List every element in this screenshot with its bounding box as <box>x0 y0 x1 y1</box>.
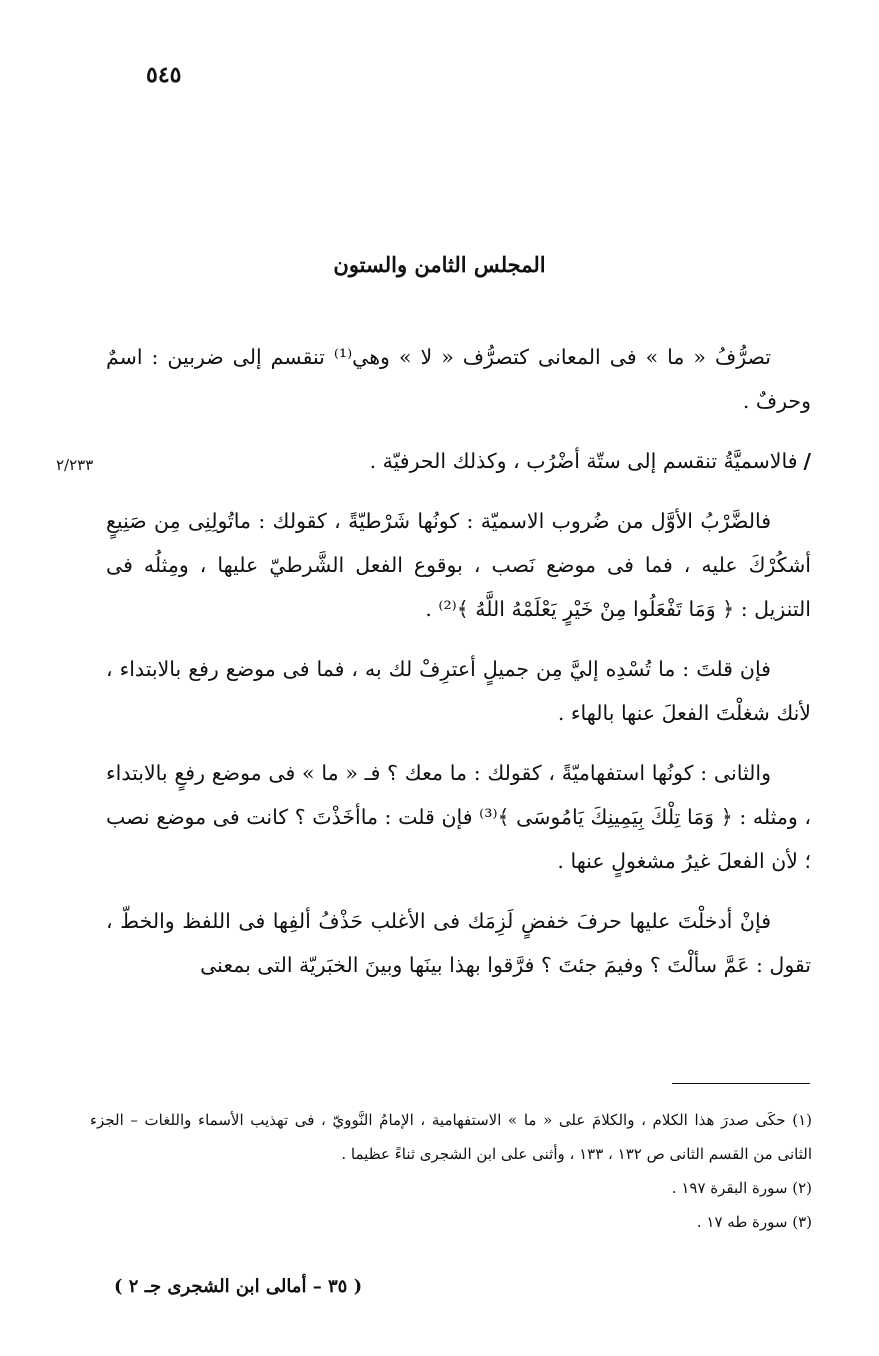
paragraph: فالضَّرْبُ الأوَّل من ضُروب الاسميّة : كونُها شَرْطيّةً ، كقولك : ماتُولِنِى مِن صَنِيعٍ أشكُرْكَ عليه ، فما فى موضع نَصب ، بوقوع الفعل الشَّرطيّ عليها ، ومِثلُه فى التنزيل : ﴿ وَمَا تَفْعَلُوا مِنْ خَيْرٍ يَعْلَمْهُ اللَّهُ ﴾⁽²⁾ . <box>106 509 811 621</box>
footnote: (٢) سورة البقرة ١٩٧ . <box>671 1179 812 1197</box>
paragraph: فإن قلتَ : ما تُسْدِه إليَّ مِن جميلٍ أعترِفْ لك به ، فما فى موضع رفع بالابتداء ، لأنك شغلْتَ الفعلَ عنها بالهاء . <box>106 657 811 725</box>
footnote: (١) حكَى صدرَ هذا الكلام ، والكلامَ على « ما » الاستفهامية ، الإمامُ النَّوويّ ، فى تهذيب الأسماء واللغات – الجزء الثانى من القسم الثانى ص ١٣٢ ، ١٣٣ ، وأثنى على ابن الشجرى ثناءً عظيما . <box>90 1111 812 1163</box>
footnote-divider <box>672 1083 810 1084</box>
paragraph-text: فالاسميَّةُ تنقسم إلى ستّة أضْرُب ، وكذلك الحرفيّة . <box>369 449 798 473</box>
footnote: (٣) سورة طه ١٧ . <box>696 1213 812 1231</box>
page-number: ٥٤٥ <box>146 62 182 88</box>
body-text <box>106 335 811 1003</box>
paragraph: تصرُّفُ « ما » فى المعانى كتصرُّف « لا » وهي⁽¹⁾ تنقسم إلى ضربين : اسمٌ وحرفٌ . <box>106 345 811 413</box>
paragraph <box>106 439 811 483</box>
running-footer: ( ٣٥ – أمالى ابن الشجرى جـ ٢ ) <box>114 1276 363 1297</box>
footnotes <box>90 1103 812 1239</box>
margin-page-reference: ٢/٢٣٣ <box>56 456 94 474</box>
page-break-marker: / <box>803 449 811 473</box>
paragraph: فإنْ أدخلْتَ عليها حرفَ خفضٍ لَزِمَك فى الأغلب حَذْفُ ألفِها فى اللفظ والخطّ ، تقول : عَمَّ سألْتَ ؟ وفيمَ جئتَ ؟ فرَّقوا بهذا بينَها وبينَ الخبَريّة التى بمعنى <box>106 909 811 977</box>
paragraph: والثانى : كونُها استفهاميّةً ، كقولك : ما معك ؟ فـ « ما » فى موضع رفعٍ بالابتداء ، ومثله : ﴿ وَمَا تِلْكَ بِيَمِينِكَ يَامُوسَى ﴾⁽³⁾ فإن قلت : ماأخَذْتَ ؟ كانت فى موضع نصب ؛ لأن الفعلَ غيرُ مشغولٍ عنها . <box>106 761 811 873</box>
chapter-title: المجلس الثامن والستون <box>333 252 546 277</box>
